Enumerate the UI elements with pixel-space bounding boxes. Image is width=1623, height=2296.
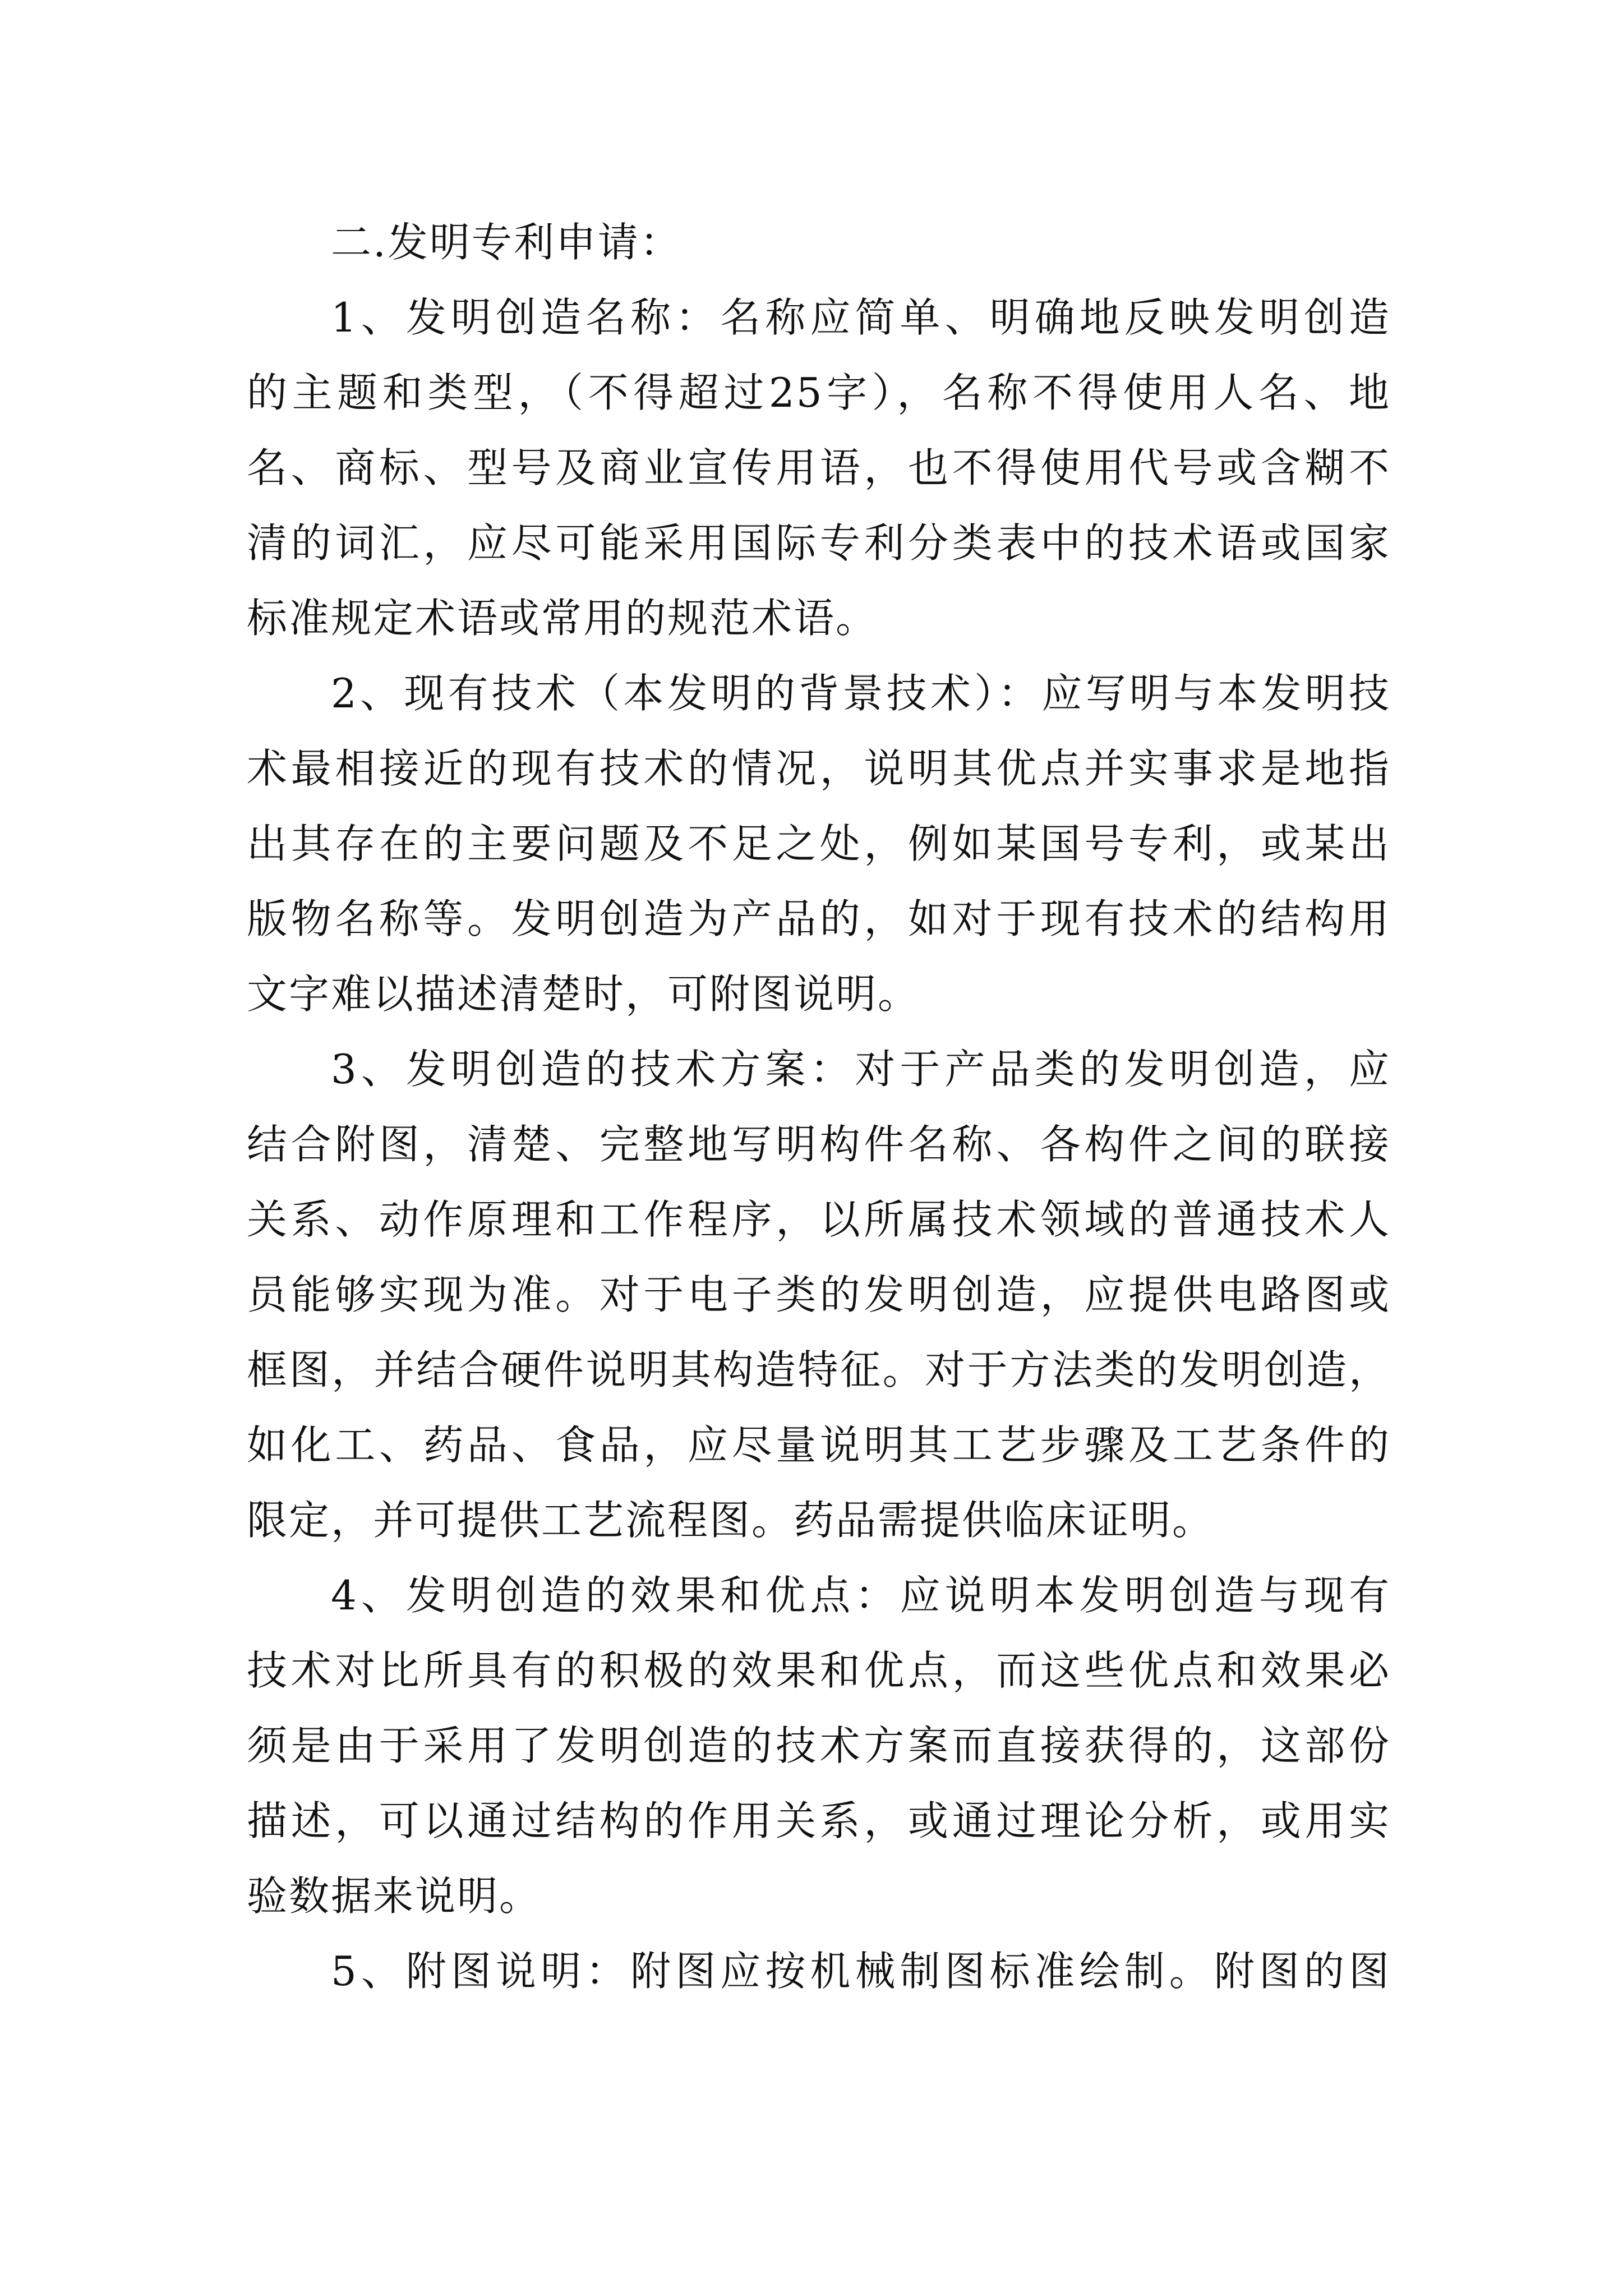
paragraph-line: 须是由于采用了发明创造的技术方案而直接获得的，这部份: [247, 1722, 1391, 1769]
section-heading: 二.发明专利申请：: [331, 219, 682, 266]
paragraph-line: 3、发明创造的技术方案：对于产品类的发明创造，应: [331, 1046, 1391, 1093]
paragraph-line: 标准规定术语或常用的规范术语。: [247, 595, 878, 642]
paragraph-line: 4、发明创造的效果和优点：应说明本发明创造与现有: [331, 1572, 1391, 1619]
paragraph-line: 员能够实现为准。对于电子类的发明创造，应提供电路图或: [247, 1271, 1391, 1318]
paragraph-line: 出其存在的主要问题及不足之处，例如某国号专利，或某出: [247, 820, 1391, 867]
paragraph-line: 框图，并结合硬件说明其构造特征。对于方法类的发明创造，: [247, 1346, 1391, 1393]
paragraph-line: 的主题和类型，（不得超过25字），名称不得使用人名、地: [247, 369, 1391, 416]
paragraph-line: 文字难以描述清楚时，可附图说明。: [247, 970, 920, 1018]
paragraph-line: 1、发明创造名称：名称应简单、明确地反映发明创造: [331, 294, 1391, 341]
document-body: [247, 205, 1391, 2009]
paragraph-line: 名、商标、型号及商业宣传用语，也不得使用代号或含糊不: [247, 444, 1391, 491]
paragraph-line: 限定，并可提供工艺流程图。药品需提供临床证明。: [247, 1497, 1215, 1544]
paragraph-line: 技术对比所具有的积极的效果和优点，而这些优点和效果必: [247, 1647, 1391, 1694]
paragraph-line: 验数据来说明。: [247, 1872, 542, 1920]
paragraph-line: 清的词汇，应尽可能采用国际专利分类表中的技术语或国家: [247, 519, 1391, 567]
paragraph-line: 如化工、药品、食品，应尽量说明其工艺步骤及工艺条件的: [247, 1421, 1391, 1469]
paragraph-line: 术最相接近的现有技术的情况，说明其优点并实事求是地指: [247, 745, 1391, 792]
paragraph-line: 结合附图，清楚、完整地写明构件名称、各构件之间的联接: [247, 1121, 1391, 1168]
paragraph-line: 版物名称等。发明创造为产品的，如对于现有技术的结构用: [247, 895, 1391, 942]
paragraph-line: 5、附图说明：附图应按机械制图标准绘制。附图的图: [331, 1948, 1391, 1995]
paragraph-line: 关系、动作原理和工作程序，以所属技术领域的普通技术人: [247, 1196, 1391, 1243]
paragraph-line: 2、现有技术（本发明的背景技术）：应写明与本发明技: [331, 670, 1391, 717]
paragraph-line: 描述，可以通过结构的作用关系，或通过理论分析，或用实: [247, 1797, 1391, 1844]
